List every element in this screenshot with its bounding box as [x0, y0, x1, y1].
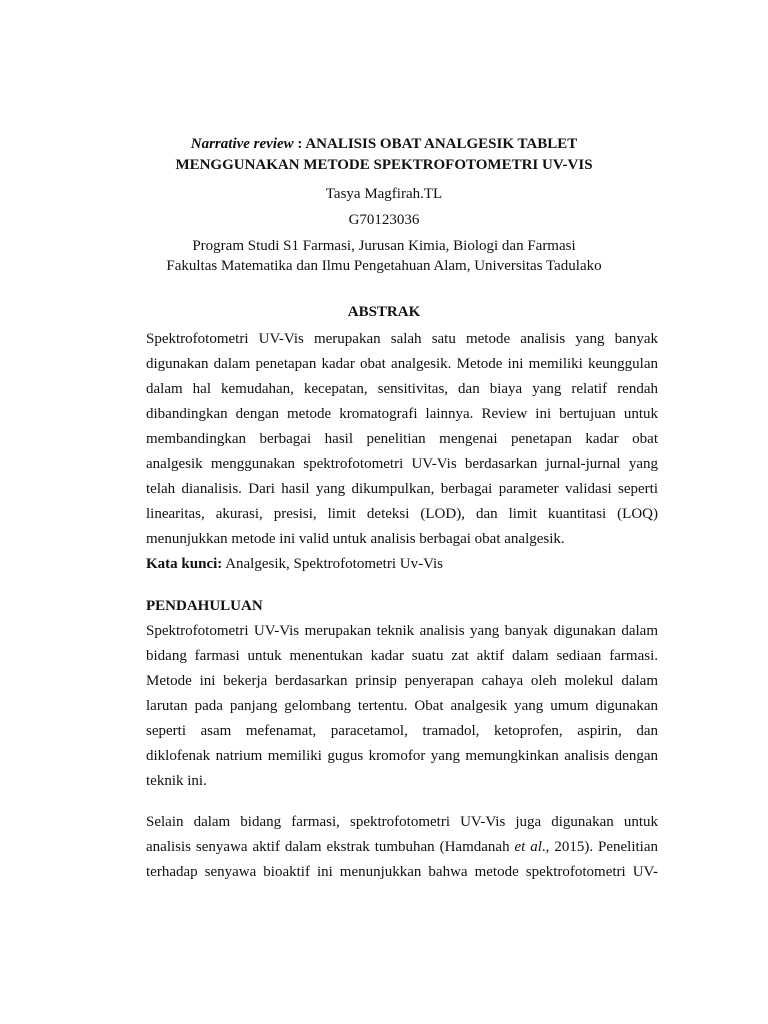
- abstract-line: dalam hal kemudahan, kecepatan, sensitivitas, dan biaya yang relatif rendah: [146, 381, 658, 397]
- intro-text-italic: et al: [514, 839, 542, 855]
- intro-line: Metode ini bekerja berdasarkan prinsip penyerapan cahaya oleh molekul dalam: [146, 673, 658, 689]
- intro-line: teknik ini.: [146, 773, 207, 789]
- title-line-1: [0, 134, 768, 155]
- intro-heading: PENDAHULUAN: [146, 598, 263, 614]
- affiliation-line: Program Studi S1 Farmasi, Jurusan Kimia, Biologi dan Farmasi: [192, 238, 576, 254]
- abstract-line: digunakan dalam penetapan kadar obat analgesik. Metode ini memiliki keunggulan: [146, 356, 658, 372]
- intro-line: larutan pada panjang gelombang tertentu. Obat analgesik yang umum digunakan: [146, 698, 658, 714]
- abstract-line: dibandingkan dengan metode kromatografi lainnya. Review ini bertujuan untuk: [146, 406, 658, 422]
- abstract-line: membandingkan berbagai hasil penelitian mengenai penetapan kadar obat: [146, 431, 658, 447]
- intro-text: analisis senyawa aktif dalam ekstrak tumbuhan (Hamdanah: [146, 839, 515, 855]
- title-prefix: Narrative review: [190, 136, 294, 152]
- affiliation-line: Fakultas Matematika dan Ilmu Pengetahuan Alam, Universitas Tadulako: [166, 258, 602, 274]
- intro-line: terhadap senyawa bioaktif ini menunjukkan bahwa metode spektrofotometri UV-: [146, 864, 658, 880]
- intro-line: bidang farmasi untuk menentukan kadar suatu zat aktif dalam sediaan farmasi.: [146, 648, 658, 664]
- abstract-line: analgesik menggunakan spektrofotometri UV-Vis berdasarkan jurnal-jurnal yang: [146, 456, 658, 472]
- keywords-label: Kata kunci:: [146, 556, 223, 572]
- intro-paragraph-2: [146, 810, 658, 885]
- intro-line: seperti asam mefenamat, paracetamol, tramadol, ketoprofen, aspirin, dan: [146, 723, 658, 739]
- title-line-2: MENGGUNAKAN METODE SPEKTROFOTOMETRI UV-VIS: [175, 157, 593, 173]
- intro-line: [146, 835, 658, 860]
- intro-text: ., 2015). Penelitian: [541, 839, 658, 855]
- keywords: [146, 552, 658, 577]
- abstract-body: [146, 327, 658, 577]
- affiliation: [0, 236, 768, 276]
- abstract-line: Spektrofotometri UV-Vis merupakan salah satu metode analisis yang banyak: [146, 331, 658, 347]
- abstract-heading: ABSTRAK: [347, 304, 421, 320]
- intro-paragraph-1: [146, 619, 658, 794]
- abstract-line: linearitas, akurasi, presisi, limit deteksi (LOD), dan limit kuantitasi (LOQ): [146, 506, 658, 522]
- student-id: G70123036: [348, 212, 420, 228]
- title-line-1-rest: : ANALISIS OBAT ANALGESIK TABLET: [293, 136, 578, 152]
- abstract-line: telah dianalisis. Dari hasil yang dikumpulkan, berbagai parameter validasi seperti: [146, 481, 658, 497]
- intro-line: Selain dalam bidang farmasi, spektrofotometri UV-Vis juga digunakan untuk: [146, 814, 658, 830]
- abstract-line: menunjukkan metode ini valid untuk analisis berbagai obat analgesik.: [146, 531, 565, 547]
- intro-line: Spektrofotometri UV-Vis merupakan teknik analisis yang banyak digunakan dalam: [146, 623, 658, 639]
- keywords-value: Analgesik, Spektrofotometri Uv-Vis: [222, 556, 444, 572]
- intro-line: diklofenak natrium memiliki gugus kromofor yang memungkinkan analisis dengan: [146, 748, 658, 764]
- paper-title: [0, 134, 768, 176]
- author-name: Tasya Magfirah.TL: [325, 186, 443, 202]
